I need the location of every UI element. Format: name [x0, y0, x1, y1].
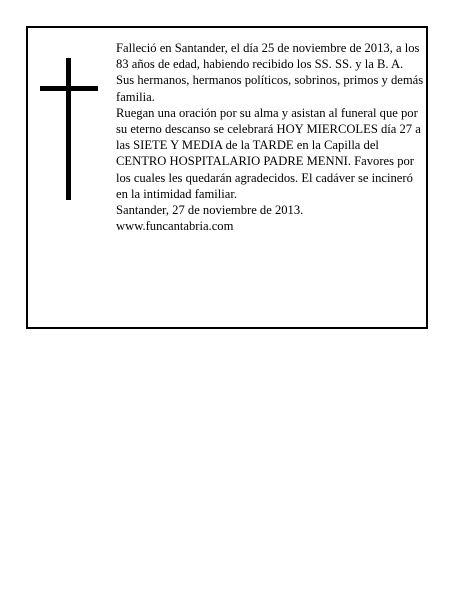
- place-and-date: Santander, 27 de noviembre de 2013.: [116, 203, 304, 218]
- cross-horizontal-bar: [40, 86, 98, 91]
- cross-vertical-bar: [66, 58, 71, 200]
- cross-icon: [40, 58, 100, 200]
- obituary-notice: [26, 26, 428, 329]
- website-text: www.funcantabria.com: [116, 219, 234, 234]
- funeral-details: Ruegan una oración por su alma y asistan al funeral que por su eterno descanso se celebrará HOY MIERCOLES día 27 a las SIETE Y MEDIA de la TARDE en la Capilla del CENTRO HOSPITALARIO PADRE MENNI. Favores por los cuales les quedarán agradecidos. El cadáver se incineró en la intimidad familiar.: [116, 105, 421, 201]
- death-announcement: Falleció en Santander, el día 25 de noviembre de 2013, a los 83 años de edad, habiendo recibido los SS. SS. y la B. A.: [116, 41, 420, 72]
- notice-body: [116, 40, 424, 234]
- family-mourners: Sus hermanos, hermanos políticos, sobrinos, primos y demás familia.: [116, 73, 424, 104]
